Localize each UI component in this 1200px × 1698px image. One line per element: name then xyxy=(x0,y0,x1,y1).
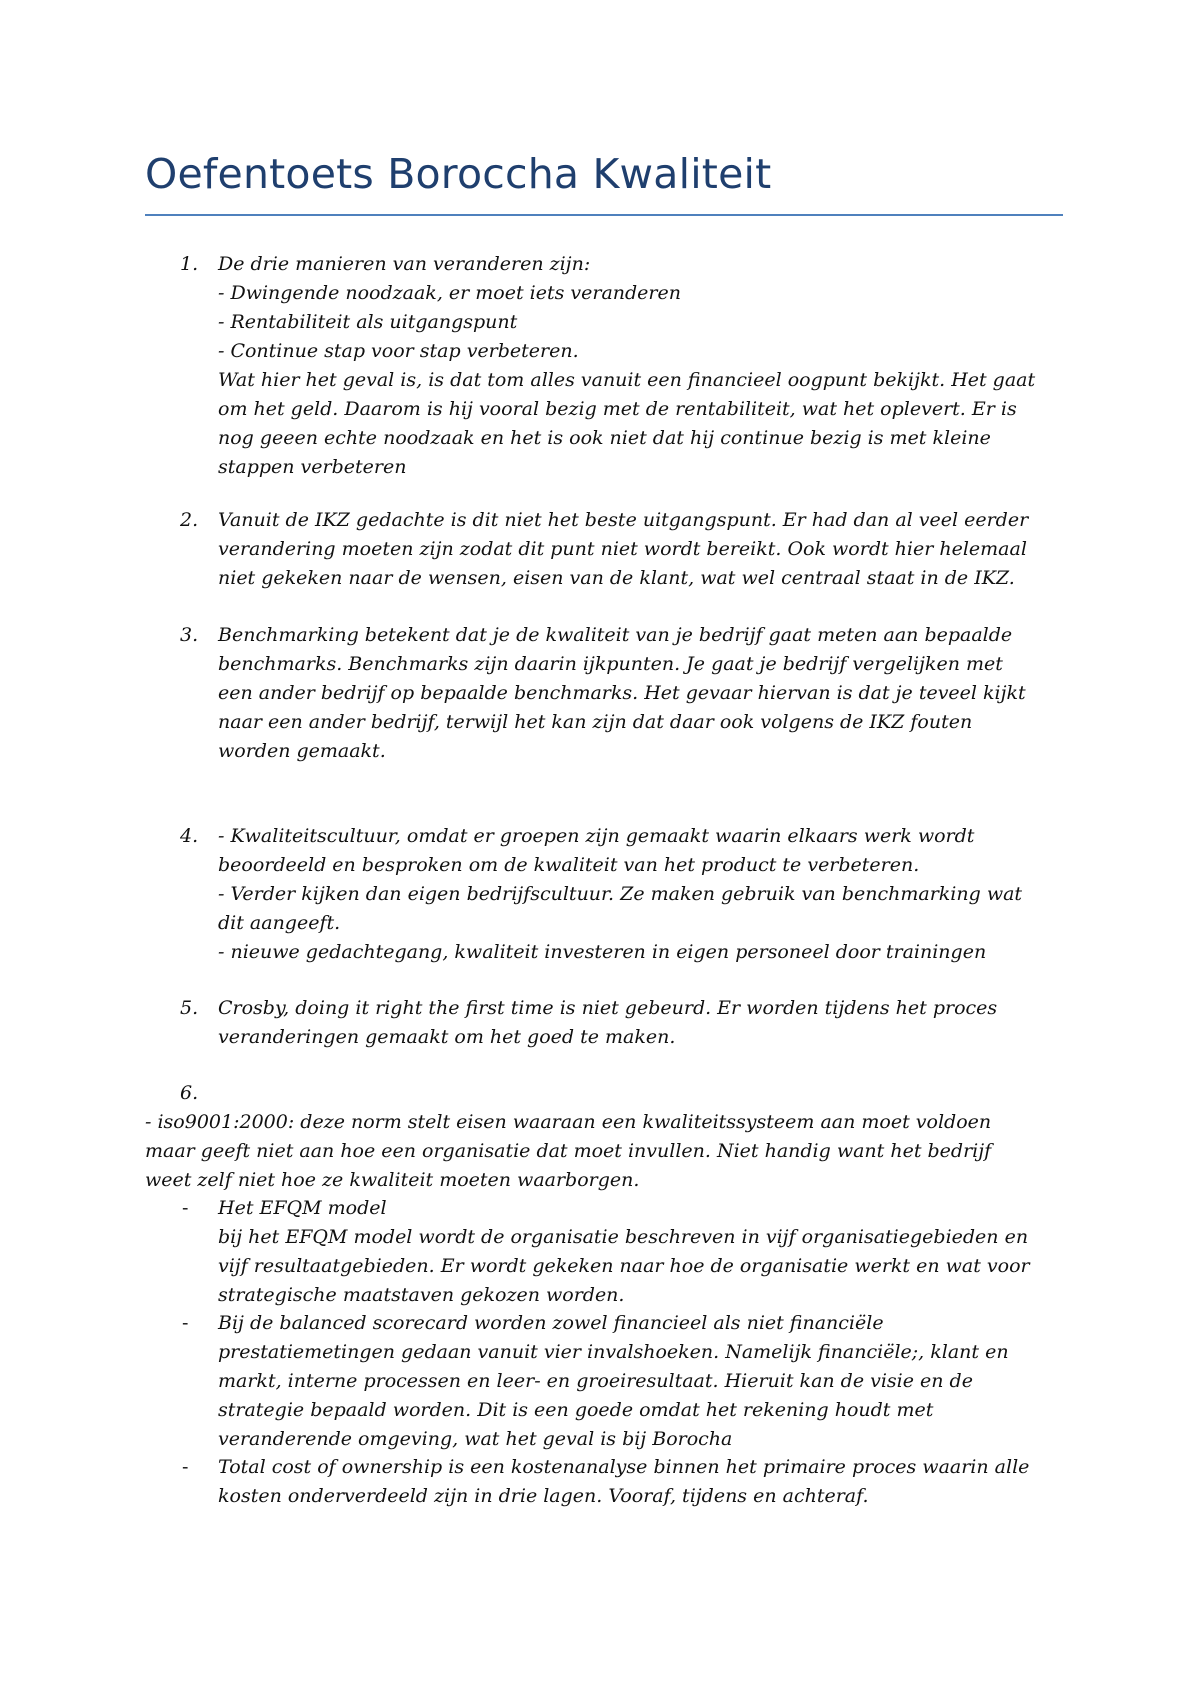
q1-line: De drie manieren van veranderen zijn: xyxy=(218,253,591,275)
q4-line: - nieuwe gedachtegang, kwaliteit investeren in eigen personeel door trainingen xyxy=(218,941,987,963)
q6-intro-line: weet zelf niet hoe ze kwaliteit moeten waarborgen. xyxy=(145,1169,640,1191)
q1-number: 1. xyxy=(180,253,199,275)
q1-line: nog geeen echte noodzaak en het is ook niet dat hij continue bezig is met kleine xyxy=(218,427,991,449)
q3-line: worden gemaakt. xyxy=(218,740,386,762)
q2-line: verandering moeten zijn zodat dit punt niet wordt bereikt. Ook wordt hier helemaal xyxy=(218,538,1027,560)
q1-line: stappen verbeteren xyxy=(218,456,407,478)
bullet-dash: - xyxy=(182,1456,189,1478)
bullet-line: vijf resultaatgebieden. Er wordt gekeken naar hoe de organisatie werkt en wat voor xyxy=(218,1255,1030,1277)
q4-line: - Verder kijken dan eigen bedrijfscultuur. Ze maken gebruik van benchmarking wat xyxy=(218,883,1023,905)
q2-number: 2. xyxy=(180,509,199,531)
bullet-line: Het EFQM model xyxy=(218,1197,387,1219)
bullet-line: Bij de balanced scorecard worden zowel financieel als niet financiële xyxy=(218,1312,884,1334)
q6-number: 6. xyxy=(180,1082,199,1104)
q2-line: Vanuit de IKZ gedachte is dit niet het beste uitgangspunt. Er had dan al veel eerder xyxy=(218,509,1029,531)
bullet-line: bij het EFQM model wordt de organisatie beschreven in vijf organisatiegebieden en xyxy=(218,1226,1029,1248)
q1-line: Wat hier het geval is, is dat tom alles vanuit een financieel oogpunt bekijkt. Het gaat xyxy=(218,369,1036,391)
bullet-line: strategie bepaald worden. Dit is een goede omdat het rekening houdt met xyxy=(218,1399,934,1421)
q3-line: een ander bedrijf op bepaalde benchmarks. Het gevaar hiervan is dat je teveel kijkt xyxy=(218,682,1026,704)
q4-number: 4. xyxy=(180,825,199,847)
q1-line: - Dwingende noodzaak, er moet iets veranderen xyxy=(218,282,681,304)
q3-line: naar een ander bedrijf, terwijl het kan zijn dat daar ook volgens de IKZ fouten xyxy=(218,711,973,733)
q6-intro-line: - iso9001:2000: deze norm stelt eisen waaraan een kwaliteitssysteem aan moet voldoen xyxy=(145,1111,992,1133)
bullet-line: prestatiemetingen gedaan vanuit vier invalshoeken. Namelijk financiële;, klant en xyxy=(218,1341,1009,1363)
q5-line: veranderingen gemaakt om het goed te maken. xyxy=(218,1026,676,1048)
bullet-line: kosten onderverdeeld zijn in drie lagen. Vooraf, tijdens en achteraf. xyxy=(218,1485,869,1507)
document-title: Oefentoets Boroccha Kwaliteit xyxy=(145,150,772,198)
title-underline xyxy=(145,214,1063,216)
bullet-dash: - xyxy=(182,1197,189,1219)
q4-line: beoordeeld en besproken om de kwaliteit van het product te verbeteren. xyxy=(218,854,920,876)
bullet-line: veranderende omgeving, wat het geval is bij Borocha xyxy=(218,1428,733,1450)
q6-intro-line: maar geeft niet aan hoe een organisatie dat moet invullen. Niet handig want het bedrijf xyxy=(145,1140,992,1162)
q4-line: dit aangeeft. xyxy=(218,912,341,934)
q3-line: benchmarks. Benchmarks zijn daarin ijkpunten. Je gaat je bedrijf vergelijken met xyxy=(218,653,1003,675)
q3-number: 3. xyxy=(180,624,199,646)
bullet-line: strategische maatstaven gekozen worden. xyxy=(218,1284,625,1306)
bullet-line: markt, interne processen en leer- en groeiresultaat. Hieruit kan de visie en de xyxy=(218,1370,973,1392)
q3-line: Benchmarking betekent dat je de kwaliteit van je bedrijf gaat meten aan bepaalde xyxy=(218,624,1013,646)
q2-line: niet gekeken naar de wensen, eisen van de klant, wat wel centraal staat in de IKZ. xyxy=(218,567,1015,589)
bullet-line: Total cost of ownership is een kostenanalyse binnen het primaire proces waarin alle xyxy=(218,1456,1030,1478)
q5-line: Crosby, doing it right the first time is niet gebeurd. Er worden tijdens het proces xyxy=(218,997,998,1019)
q1-line: om het geld. Daarom is hij vooral bezig met de rentabiliteit, wat het oplevert. Er is xyxy=(218,398,1017,420)
q4-line: - Kwaliteitscultuur, omdat er groepen zijn gemaakt waarin elkaars werk wordt xyxy=(218,825,975,847)
q1-line: - Continue stap voor stap verbeteren. xyxy=(218,340,579,362)
q1-line: - Rentabiliteit als uitgangspunt xyxy=(218,311,518,333)
q5-number: 5. xyxy=(180,997,199,1019)
bullet-dash: - xyxy=(182,1312,189,1334)
